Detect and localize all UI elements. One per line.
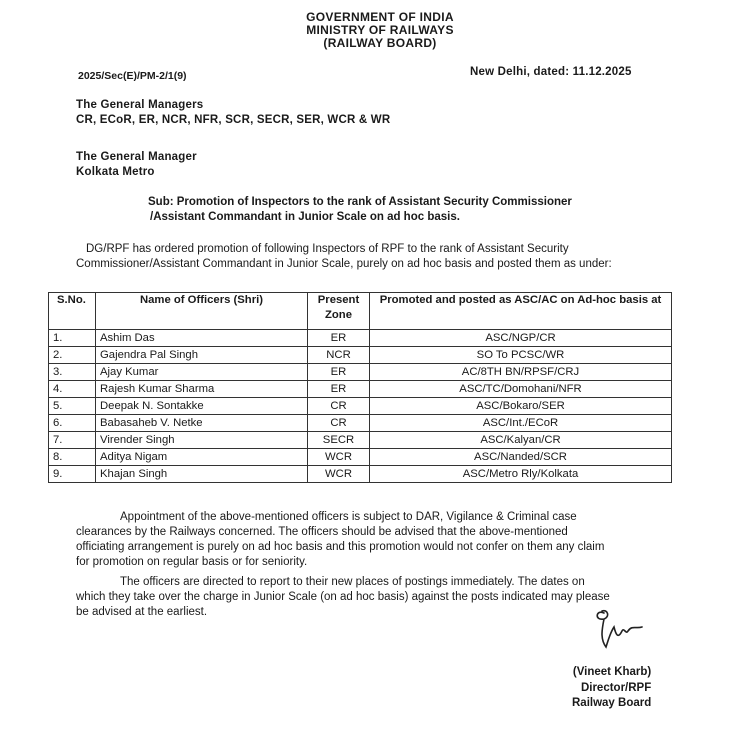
letterhead-line-1: GOVERNMENT OF INDIA [306, 10, 454, 24]
signatory-name: (Vineet Kharb) [572, 666, 652, 678]
row-zone: NCR [308, 347, 370, 364]
addressee-1 [76, 98, 390, 128]
para1-line-3: officiating arrangement is purely on ad hoc basis and this promotion would not confer on them any claim [76, 541, 605, 553]
para2-line-3: be advised at the earliest. [76, 606, 208, 618]
signature-icon [590, 605, 650, 653]
conditions-paragraph [76, 510, 666, 570]
letterhead-line-3: (RAILWAY BOARD) [323, 36, 437, 50]
intro-paragraph [76, 242, 666, 272]
row-posting: ASC/Metro Rly/Kolkata [370, 466, 672, 483]
para1-line-1: Appointment of the above-mentioned officers is subject to DAR, Vigilance & Criminal case [120, 511, 577, 523]
intro-line-2: Commissioner/Assistant Commandant in Junior Scale, purely on ad hoc basis and posted them as under: [76, 258, 612, 270]
para2-line-1: The officers are directed to report to their new places of postings immediately. The dates on [120, 576, 585, 588]
row-name: Ashim Das [96, 330, 308, 347]
row-posting: ASC/Int./ECoR [370, 415, 672, 432]
header-zone: Present Zone [308, 293, 370, 330]
row-sno: 8. [49, 449, 96, 466]
reporting-paragraph [76, 575, 666, 620]
addressee-2-title: The General Manager [76, 151, 197, 163]
row-zone: SECR [308, 432, 370, 449]
row-name: Khajan Singh [96, 466, 308, 483]
row-sno: 9. [49, 466, 96, 483]
reference-number: 2025/Sec(E)/PM-2/1(9) [78, 70, 187, 82]
row-posting: ASC/NGP/CR [370, 330, 672, 347]
row-name: Ajay Kumar [96, 364, 308, 381]
table-row [49, 449, 672, 466]
signatory-office: Railway Board [572, 697, 652, 709]
row-zone: CR [308, 398, 370, 415]
row-posting: ASC/Bokaro/SER [370, 398, 672, 415]
row-zone: ER [308, 330, 370, 347]
signatory-block [572, 665, 651, 712]
table-row [49, 347, 672, 364]
intro-line-1: DG/RPF has ordered promotion of following Inspectors of RPF to the rank of Assistant Security [86, 243, 569, 255]
subject [148, 195, 572, 225]
table-row [49, 398, 672, 415]
row-zone: ER [308, 364, 370, 381]
header-posting: Promoted and posted as ASC/AC on Ad-hoc basis at [370, 293, 672, 330]
row-zone: WCR [308, 466, 370, 483]
row-sno: 7. [49, 432, 96, 449]
row-posting: ASC/TC/Domohani/NFR [370, 381, 672, 398]
row-zone: CR [308, 415, 370, 432]
row-posting: ASC/Nanded/SCR [370, 449, 672, 466]
addressee-2-list: Kolkata Metro [76, 166, 155, 178]
para1-line-2: clearances by the Railways concerned. The officers should be advised that the above-mentioned [76, 526, 568, 538]
table-row [49, 415, 672, 432]
table-row [49, 381, 672, 398]
row-name: Gajendra Pal Singh [96, 347, 308, 364]
row-name: Aditya Nigam [96, 449, 308, 466]
header-name: Name of Officers (Shri) [96, 293, 308, 330]
signatory-designation: Director/RPF [580, 681, 652, 694]
officers-table [48, 292, 672, 483]
row-name: Rajesh Kumar Sharma [96, 381, 308, 398]
para2-line-2: which they take over the charge in Junior Scale (on ad hoc basis) against the posts indicated may please [76, 591, 610, 603]
addressee-1-list: CR, ECoR, ER, NCR, NFR, SCR, SECR, SER, WCR & WR [76, 114, 391, 126]
row-zone: WCR [308, 449, 370, 466]
row-sno: 3. [49, 364, 96, 381]
para1-line-4: for promotion on regular basis or for seniority. [76, 556, 308, 568]
table-row [49, 466, 672, 483]
header-sno: S.No. [49, 293, 96, 330]
row-sno: 5. [49, 398, 96, 415]
subject-line-2: /Assistant Commandant in Junior Scale on ad hoc basis. [150, 211, 460, 223]
row-posting: SO To PCSC/WR [370, 347, 672, 364]
row-name: Virender Singh [96, 432, 308, 449]
table-row [49, 364, 672, 381]
row-posting: ASC/Kalyan/CR [370, 432, 672, 449]
table-row [49, 330, 672, 347]
row-sno: 1. [49, 330, 96, 347]
row-sno: 4. [49, 381, 96, 398]
row-sno: 6. [49, 415, 96, 432]
row-name: Babasaheb V. Netke [96, 415, 308, 432]
subject-line-1: Sub: Promotion of Inspectors to the rank of Assistant Security Commissioner [148, 196, 572, 208]
row-posting: AC/8TH BN/RPSF/CRJ [370, 364, 672, 381]
table-row [49, 432, 672, 449]
row-zone: ER [308, 381, 370, 398]
letterhead [300, 11, 460, 50]
addressee-1-title: The General Managers [76, 99, 204, 111]
letter-date: New Delhi, dated: 11.12.2025 [470, 66, 632, 78]
row-sno: 2. [49, 347, 96, 364]
row-name: Deepak N. Sontakke [96, 398, 308, 415]
letterhead-line-2: MINISTRY OF RAILWAYS [306, 23, 454, 37]
table-header-row [49, 293, 672, 330]
addressee-2 [76, 150, 197, 180]
